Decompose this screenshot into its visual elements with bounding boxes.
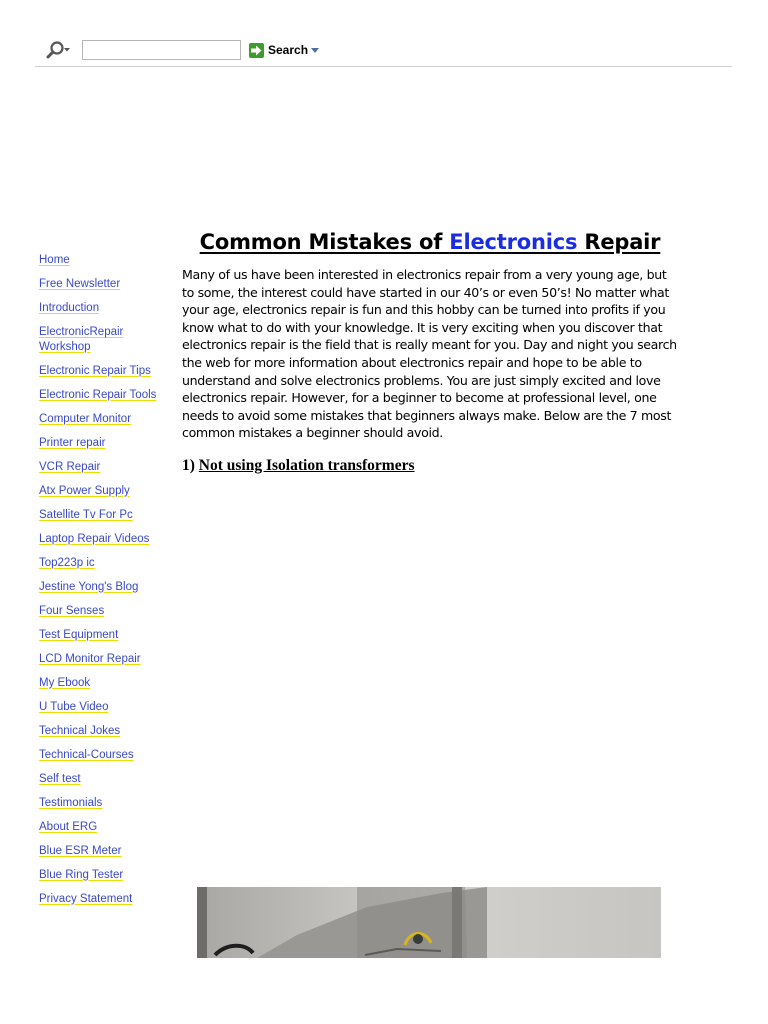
sidebar-item-self-test[interactable]: Self test <box>39 772 81 785</box>
sidebar-item-vcr-repair[interactable]: VCR Repair <box>39 460 101 473</box>
sidebar-nav <box>39 253 164 916</box>
sidebar-item-laptop-repair-videos[interactable]: Laptop Repair Videos <box>39 532 150 545</box>
sidebar-item-technical-courses[interactable]: Technical-Courses <box>39 748 134 761</box>
sidebar-item-atx-power-supply[interactable]: Atx Power Supply <box>39 484 130 497</box>
magnifier-dropdown-icon[interactable] <box>46 40 70 60</box>
page-title <box>182 230 678 254</box>
sidebar-item-my-ebook[interactable]: My Ebook <box>39 676 91 689</box>
sidebar-item-u-tube-video[interactable]: U Tube Video <box>39 700 109 713</box>
title-prefix: Common Mistakes of <box>199 230 450 254</box>
search-button[interactable] <box>249 42 319 58</box>
section-title: Not using Isolation transformers <box>198 456 415 474</box>
title-suffix: Repair <box>577 230 661 254</box>
sidebar-item-four-senses[interactable]: Four Senses <box>39 604 105 617</box>
sidebar-item-blue-ring-tester[interactable]: Blue Ring Tester <box>39 868 124 881</box>
sidebar-item-privacy-statement[interactable]: Privacy Statement <box>39 892 133 905</box>
isolation-transformer-photo <box>197 887 661 958</box>
title-link-electronics[interactable]: Electronics <box>449 230 578 254</box>
sidebar-item-top223p-ic[interactable]: Top223p ic <box>39 556 95 569</box>
sidebar-item-testimonials[interactable]: Testimonials <box>39 796 103 809</box>
sidebar-item-electronic-repair-tools[interactable]: Electronic Repair Tools <box>39 388 157 401</box>
sidebar-item-test-equipment[interactable]: Test Equipment <box>39 628 119 641</box>
sidebar-item-satellite-tv-for-pc[interactable]: Satellite Tv For Pc <box>39 508 133 521</box>
search-input[interactable] <box>82 40 241 60</box>
sidebar-item-electronicrepair-workshop[interactable]: ElectronicRepair Workshop <box>39 326 124 353</box>
section-number: 1) <box>182 456 199 474</box>
sidebar-item-electronic-repair-tips[interactable]: Electronic Repair Tips <box>39 364 151 377</box>
sidebar-item-free-newsletter[interactable]: Free Newsletter <box>39 278 121 290</box>
intro-paragraph: Many of us have been interested in electronics repair from a very young age, but to some, the interest could have started in our 40’s or even 50’s! No matter what your age, electronics repair is fun and this hobby can be turned into profits if you know what to do with your knowledge. It is very exciting when you discover that electronics repair is the field that is really meant for you. Day and night you search the web for more information about electronics repair and hope to be able to understand and solve electronics problems. You are just simply excited and love electronics repair. However, for a beginner to become at professional level, one needs to avoid some mistakes that beginners always make. Below are the 7 most common mistakes a beginner should avoid. <box>182 267 677 441</box>
sidebar-item-computer-monitor[interactable]: Computer Monitor <box>39 412 132 425</box>
sidebar-item-home[interactable]: Home <box>39 254 70 266</box>
sidebar-item-lcd-monitor-repair[interactable]: LCD Monitor Repair <box>39 652 141 665</box>
main-content <box>182 230 678 475</box>
sidebar-item-jestine-yongs-blog[interactable]: Jestine Yong's Blog <box>39 580 139 593</box>
sidebar-item-technical-jokes[interactable]: Technical Jokes <box>39 724 121 737</box>
chevron-down-icon[interactable] <box>311 48 319 53</box>
search-bar <box>35 38 732 67</box>
sidebar-item-printer-repair[interactable]: Printer repair <box>39 436 106 449</box>
search-button-label: Search <box>268 43 309 57</box>
sidebar-item-about-erg[interactable]: About ERG <box>39 820 98 833</box>
section-heading <box>182 457 678 475</box>
sidebar-item-blue-esr-meter[interactable]: Blue ESR Meter <box>39 844 122 857</box>
arrow-right-icon <box>249 43 264 58</box>
sidebar-item-introduction[interactable]: Introduction <box>39 302 100 314</box>
